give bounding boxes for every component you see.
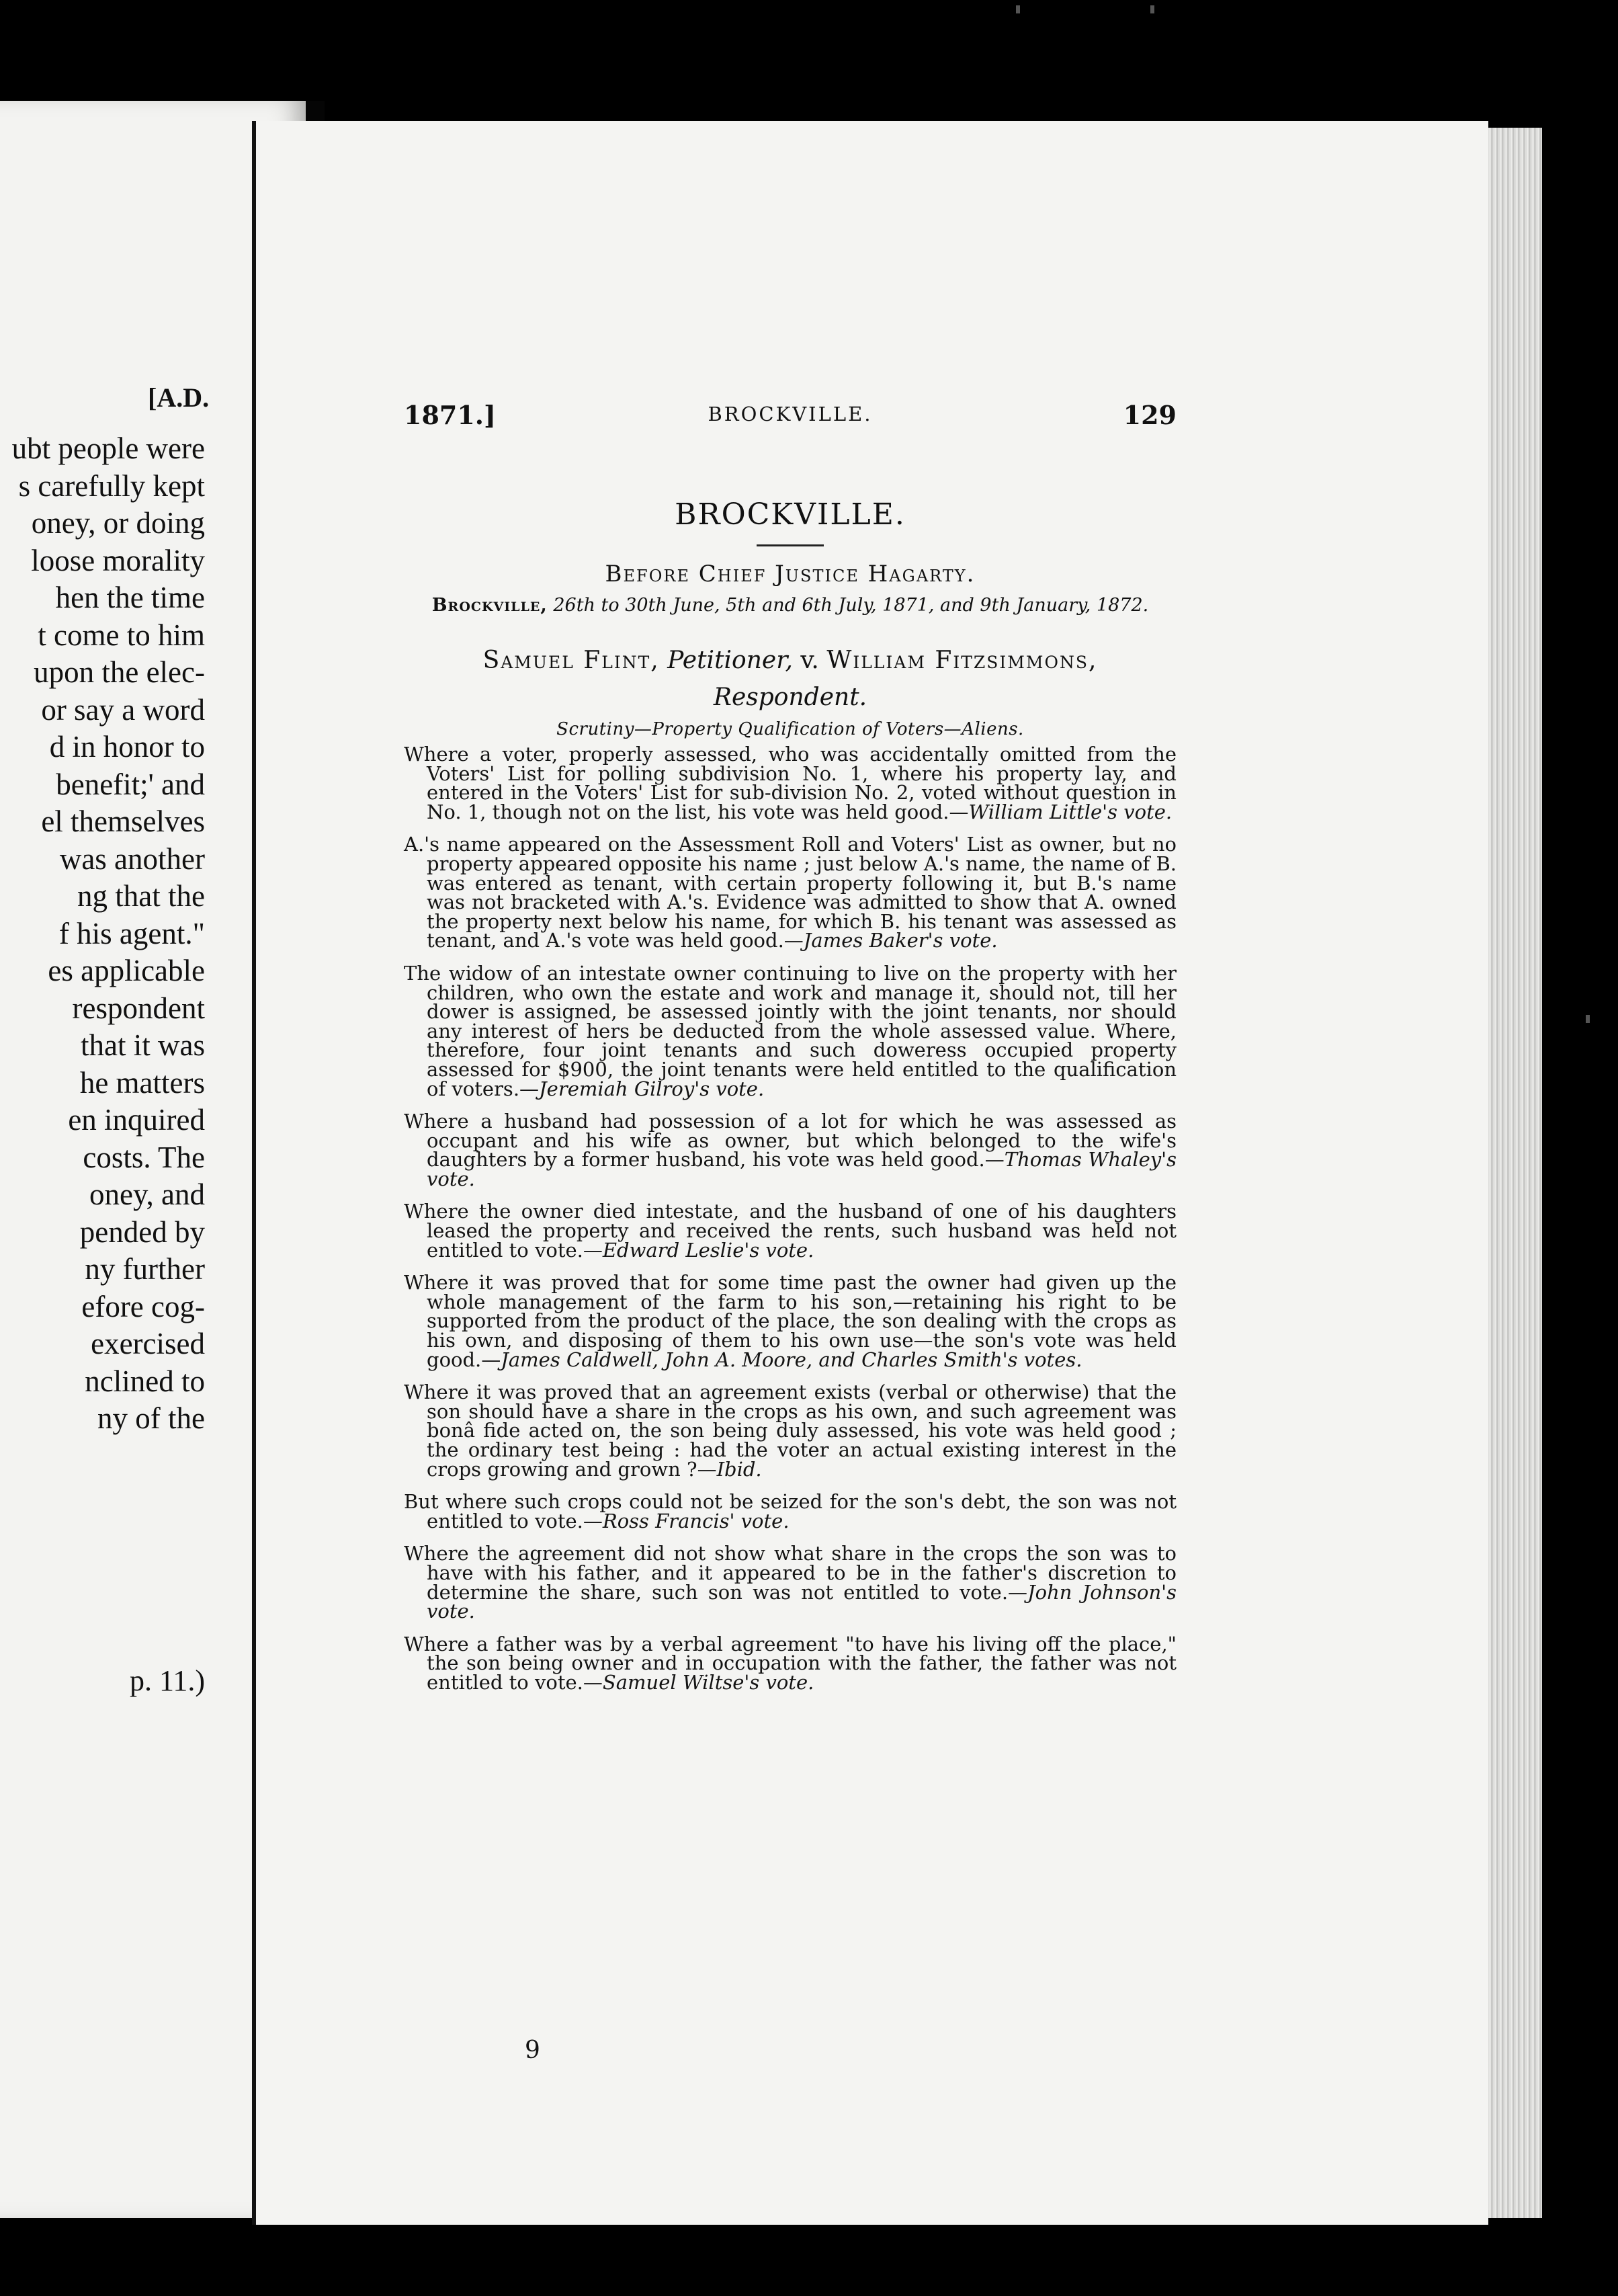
headnote-text: Where it was proved that an agreement exists (verbal or otherwise) that the son should have a share in the crops as his own, and such agreement was bonâ fide acted on, the son being duly assessed, his vote was held good ; the ordinary test being : had the voter an actual existing interest in the crops growing and grown ?— bbox=[404, 1381, 1177, 1481]
left-page-line: loose morality bbox=[31, 543, 205, 577]
left-page-line: t come to him bbox=[38, 618, 205, 652]
left-page-line: pended by bbox=[79, 1215, 205, 1249]
headnote bbox=[404, 745, 1177, 821]
respondent-role: Respondent. bbox=[713, 684, 867, 711]
headnote-text: Where a father was by a verbal agreement "to have his living off the place," the son being owner and in occupation with the father, the father was not entitled to vote.— bbox=[404, 1632, 1177, 1694]
headnote bbox=[404, 835, 1177, 950]
left-page-header: [A.D. bbox=[148, 382, 210, 413]
left-page-line: he matters bbox=[79, 1065, 205, 1100]
headnote-text: Where the agreement did not show what share in the crops the son was to have with his father, and it appeared to be in the father's discretion to determine the share, such son was not entitled to vote.— bbox=[404, 1542, 1177, 1604]
headnote bbox=[404, 1544, 1177, 1621]
page-edges bbox=[1488, 128, 1542, 2218]
left-page-line: oney, or doing bbox=[31, 506, 205, 540]
running-head bbox=[404, 400, 1177, 440]
headnote-text: Where a husband had possession of a lot for which he was assessed as occupant and his wife as owner, but which belonged to the wife's daughters by a former husband, his vote was held good.— bbox=[404, 1110, 1177, 1172]
left-page-line: efore cog- bbox=[81, 1289, 205, 1323]
headnote bbox=[404, 1383, 1177, 1479]
headnote-case-citation: James Caldwell, John A. Moore, and Charles Smith's votes. bbox=[501, 1348, 1082, 1371]
left-page-line: ny of the bbox=[97, 1401, 205, 1435]
left-page-line: nclined to bbox=[85, 1364, 205, 1398]
petitioner-name: Samuel Flint, bbox=[482, 647, 660, 674]
headnote bbox=[404, 1632, 1177, 1694]
right-page bbox=[252, 121, 1488, 2225]
title-rule bbox=[757, 544, 824, 546]
headnote-text: Where it was proved that for some time past the owner had given up the whole management of the farm to his son,—retaining his right to be supported from the product of the place, the son dealing with the crops as his own, and disposing of them to his own use—the son's vote was held good.— bbox=[404, 1271, 1177, 1371]
page-number: 129 bbox=[1123, 400, 1177, 430]
page-title: BROCKVILLE. bbox=[675, 497, 906, 532]
scan-speck bbox=[1150, 5, 1154, 13]
left-page-line: respondent bbox=[72, 991, 205, 1025]
signature-mark: 9 bbox=[525, 2037, 540, 2064]
headnote-text: The widow of an intestate owner continuing to live on the property with her children, who own the estate and work and manage it, should not, till her dower is assigned, be assessed jointly with the joint tenants, nor should any interest of hers be deducted from the whole assessed value. Where, therefore, four joint tenants and such doweress occupied property assessed for $900, the joint tenants were held entitled to the qualification of voters.— bbox=[404, 961, 1177, 1100]
left-page-line: oney, and bbox=[89, 1178, 205, 1211]
scan-speck bbox=[1016, 5, 1020, 13]
left-page-line: ny further bbox=[85, 1252, 205, 1286]
left-page-line: or say a word bbox=[41, 692, 205, 727]
left-page-line: ubt people were bbox=[11, 432, 205, 465]
headnote bbox=[404, 961, 1177, 1100]
headnote-case-citation: Ross Francis' vote. bbox=[602, 1509, 790, 1532]
left-page-line: upon the elec- bbox=[34, 655, 205, 689]
headnote-case-citation: William Little's vote. bbox=[968, 800, 1173, 823]
petitioner-role: Petitioner, bbox=[667, 647, 793, 674]
headnote-case-citation: Samuel Wiltse's vote. bbox=[602, 1670, 814, 1694]
headnote-case-citation: John Johnson's vote. bbox=[427, 1580, 1177, 1623]
left-page-line: exercised bbox=[91, 1327, 205, 1360]
headnote-case-citation: Edward Leslie's vote. bbox=[602, 1238, 814, 1262]
headnote-text: Where the owner died intestate, and the husband of one of his daughters leased the property and received the rents, such husband was held not entitled to vote.— bbox=[404, 1200, 1177, 1262]
headnote bbox=[404, 1112, 1177, 1188]
headnote-case-citation: Ibid. bbox=[716, 1457, 762, 1481]
left-page-line: f his agent." bbox=[58, 916, 205, 950]
versus: v. bbox=[800, 647, 819, 674]
subject-line: Scrutiny—Property Qualification of Voters—Aliens. bbox=[556, 719, 1024, 739]
headnote-text: But where such crops could not be seized for the son's debt, the son was not entitled to vote.— bbox=[404, 1490, 1177, 1532]
left-page-line: s carefully kept bbox=[18, 468, 205, 503]
left-page-line: hen the time bbox=[55, 581, 205, 614]
headnote-text: A.'s name appeared on the Assessment Roll and Voters' List as owner, but no property appeared opposite his name ; just below A.'s name, the name of B. was entered as tenant, with certain property following it, but B.'s name was not bracketed with A.'s. Evidence was admitted to show that A. owned the property next below his name, for which B. his tenant was assessed as tenant, and A.'s vote was held good.— bbox=[404, 833, 1177, 952]
left-page-line: costs. The bbox=[83, 1140, 205, 1174]
running-head-year: 1871.] bbox=[404, 400, 496, 430]
left-page-line: d in honor to bbox=[49, 730, 205, 764]
left-page-line: en inquired bbox=[68, 1103, 205, 1137]
headnote-case-citation: Jeremiah Gilroy's vote. bbox=[539, 1077, 765, 1100]
court-place: Brockville, bbox=[431, 595, 548, 616]
headnote bbox=[404, 1273, 1177, 1369]
left-page-line: el themselves bbox=[41, 805, 205, 838]
respondent-name: William Fitzsimmons, bbox=[826, 647, 1098, 674]
headnote-case-citation: Thomas Whaley's vote. bbox=[427, 1148, 1177, 1190]
left-page-text bbox=[0, 430, 205, 1438]
scan-speck bbox=[1586, 1015, 1590, 1023]
court-dates: 26th to 30th June, 5th and 6th July, 1871, and 9th January, 1872. bbox=[553, 595, 1149, 616]
running-head-place: BROCKVILLE. bbox=[708, 403, 873, 425]
headnote-text: Where a voter, properly assessed, who was accidentally omitted from the Voters' List for polling subdivision No. 1, where his property lay, and entered in the Voters' List for sub-division No. 2, voted without question in No. 1, though not on the list, his vote was held good.— bbox=[404, 743, 1177, 823]
left-page-line: was another bbox=[59, 842, 205, 876]
before-judge-line: Before Chief Justice Hagarty. bbox=[605, 561, 976, 587]
headnotes bbox=[404, 745, 1177, 1706]
case-parties bbox=[404, 642, 1177, 716]
left-page-footer: p. 11.) bbox=[129, 1664, 205, 1697]
left-page-line: ng that the bbox=[77, 879, 205, 913]
left-page-line: es applicable bbox=[48, 954, 205, 987]
headnote bbox=[404, 1492, 1177, 1530]
left-page-line: that it was bbox=[81, 1028, 205, 1062]
left-page-line: benefit;' and bbox=[56, 767, 205, 801]
headnote bbox=[404, 1202, 1177, 1260]
headnote-case-citation: James Baker's vote. bbox=[803, 929, 998, 952]
court-sitting-line bbox=[404, 595, 1177, 616]
